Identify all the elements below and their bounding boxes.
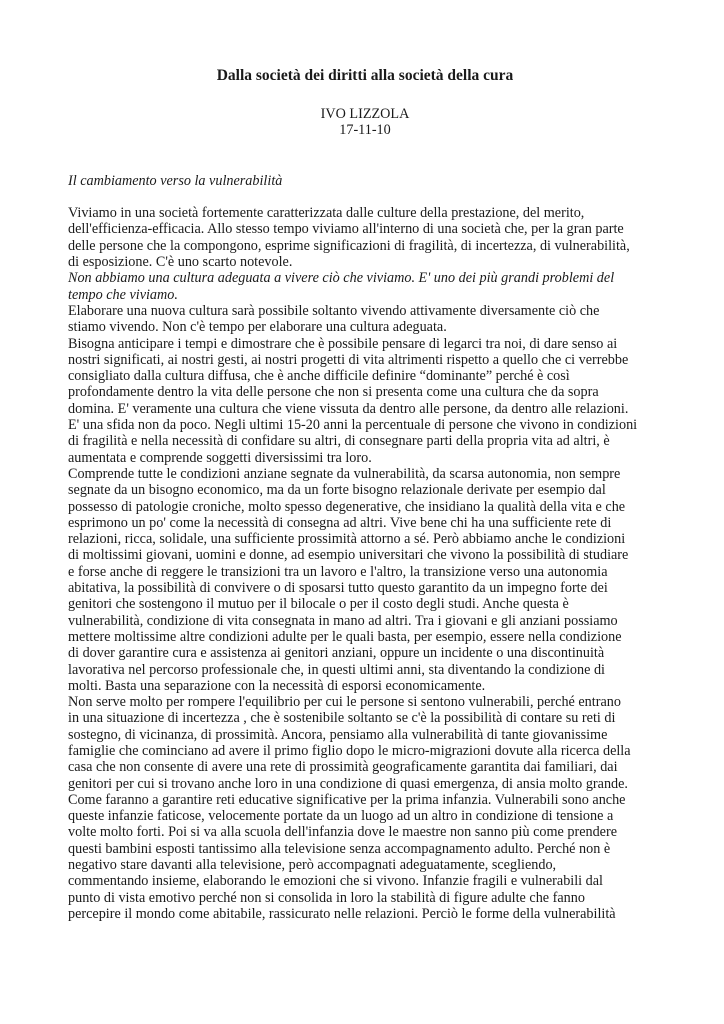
body-line: commentando insieme, elaborando le emozioni che si vivono. Infanzie fragili e vulnerabili dal <box>68 873 604 890</box>
body-line: di moltissimi giovani, uomini e donne, ad esempio universitari che vivono la possibilità di studiare <box>68 547 629 564</box>
body-line: Comprende tutte le condizioni anziane segnate da vulnerabilità, da scarsa autonomia, non sempre <box>68 465 621 482</box>
body-line: in una situazione di incertezza , che è sostenibile soltanto se c'è la possibilità di contare su reti di <box>68 710 616 727</box>
body-line: e forse anche di reggere le transizioni tra un lavoro e l'altro, la transizione verso una autonomia <box>68 563 608 580</box>
body-line: percepire il mondo come abitabile, rassicurato nelle relazioni. Perciò le forme della vulnerabilità <box>68 905 616 922</box>
document-title: Dalla società dei diritti alla società della cura <box>216 67 514 84</box>
body-line: delle persone che la compongono, esprime significazioni di fragilità, di incertezza, di vulnerabilità, <box>68 237 630 254</box>
body-line: lavorativa nel percorso professionale che, in questi ultimi anni, sta diventando la condizione di <box>68 661 605 678</box>
body-line: queste infanzie faticose, velocemente portate da un luogo ad un altro in condizione di tensione a <box>68 808 614 825</box>
body-line: punto di vista emotivo perché non si consolida in loro la stabilità di figure adulte che fanno <box>68 889 585 906</box>
body-line: domina. E' veramente una cultura che viene vissuta da dentro alle persone, da dentro alle relazioni. <box>68 400 629 417</box>
body-line: possesso di patologie croniche, molto spesso degenerative, che insidiano la qualità della vita e che <box>68 498 626 515</box>
body-line: Bisogna anticipare i tempi e dimostrare che è possibile pensare di legarci tra noi, di dare senso ai <box>68 335 618 352</box>
body-line: Non serve molto per rompere l'equilibrio per cui le persone si sentono vulnerabili, perché entrano <box>68 694 621 711</box>
body-line: famiglie che cominciano ad avere il primo figlio dopo le micro-migrazioni dovute alla ricerca della <box>68 742 631 759</box>
body-line: profondamente dentro la vita delle persone che non si presenta come una cultura che da sopra <box>68 384 599 401</box>
body-line: dell'efficienza-efficacia. Allo stesso tempo viviamo all'interno di una società che, per la gran parte <box>68 221 624 238</box>
body-line: molti. Basta una separazione con la necessità di esporsi economicamente. <box>68 677 486 694</box>
body-line: vulnerabilità, condizione di vita consegnata in mano ad altri. Tra i giovani e gli anziani possiamo <box>68 612 618 629</box>
body-line: di dover garantire cura e assistenza ai genitori anziani, oppure un incidente o una discontinuità <box>68 645 605 662</box>
body-line: E' una sfida non da poco. Negli ultimi 15-20 anni la percentuale di persone che vivono in condizioni <box>68 417 638 434</box>
body-line: Elaborare una nuova cultura sarà possibile soltanto vivendo attivamente diversamente ciò che <box>68 302 600 319</box>
body-line: negativo stare davanti alla televisione, però accompagnati adeguatamente, scegliendo, <box>68 857 557 874</box>
body-line: aumentata e comprende soggetti diversissimi tra loro. <box>68 449 372 466</box>
body-line: relazioni, ricca, solidale, una sufficiente prossimità attorno a sé. Però abbiamo anche le condizioni <box>68 531 626 548</box>
body-line: di esposizione. C'è uno scarto notevole. <box>68 254 293 271</box>
document-date: 17-11-10 <box>339 122 391 139</box>
body-line: abitativa, la possibilità di convivere o di sposarsi tutto questo garantito da un impegno forte dei <box>68 580 608 597</box>
document-body <box>68 205 662 922</box>
body-line: sostegno, di vicinanza, di prossimità. Ancora, pensiamo alla vulnerabilità di tante giovanissime <box>68 726 608 743</box>
body-line: genitori per cui si trovano anche loro in una condizione di quasi emergenza, di ansia molto grande. <box>68 775 628 792</box>
body-line: segnate da un bisogno economico, ma da un forte bisogno relazionale derivate per esempio dal <box>68 482 606 499</box>
body-line: Come faranno a garantire reti educative significative per la prima infanzia. Vulnerabili sono anche <box>68 791 626 808</box>
body-line: esprimono un po' come la necessità di consegna ad altri. Vive bene chi ha una sufficiente rete di <box>68 514 612 531</box>
body-line: questi bambini esposti tantissimo alla televisione senza accompagnamento adulto. Perché non è <box>68 840 611 857</box>
body-line: consigliato dalla cultura diffusa, che è anche difficile definire “dominante” perché è così <box>68 368 570 385</box>
body-line: casa che non consente di avere una rete di prossimità geograficamente garantita dai familiari, dai <box>68 759 618 776</box>
body-line: volte molto forti. Poi si va alla scuola dell'infanzia dove le maestre non sanno più come prendere <box>68 824 618 841</box>
document-page <box>68 66 662 922</box>
body-line-italic: Non abbiamo una cultura adeguata a vivere ciò che viviamo. E' uno dei più grandi problemi del <box>68 270 615 287</box>
section-heading: Il cambiamento verso la vulnerabilità <box>68 172 283 189</box>
body-line: nostri significati, ai nostri gesti, ai nostri progetti di vita altrimenti rispetto a quello che ci verrebbe <box>68 351 629 368</box>
body-line: di fragilità e nella necessità di confidare su altri, di consegnare parti della propria vita ad altri, è <box>68 433 610 450</box>
body-line: stiamo vivendo. Non c'è tempo per elaborare una cultura adeguata. <box>68 319 447 336</box>
body-line: mettere moltissime altre condizioni adulte per le quali basta, per esempio, essere nella condizione <box>68 628 622 645</box>
body-line-italic: tempo che viviamo. <box>68 286 178 303</box>
document-author: IVO LIZZOLA <box>320 106 410 122</box>
body-line: genitori che sostengono il mutuo per il bilocale o per il costo degli studi. Anche questa è <box>68 596 569 613</box>
body-line: Viviamo in una società fortemente caratterizzata dalle culture della prestazione, del merito, <box>68 205 585 222</box>
